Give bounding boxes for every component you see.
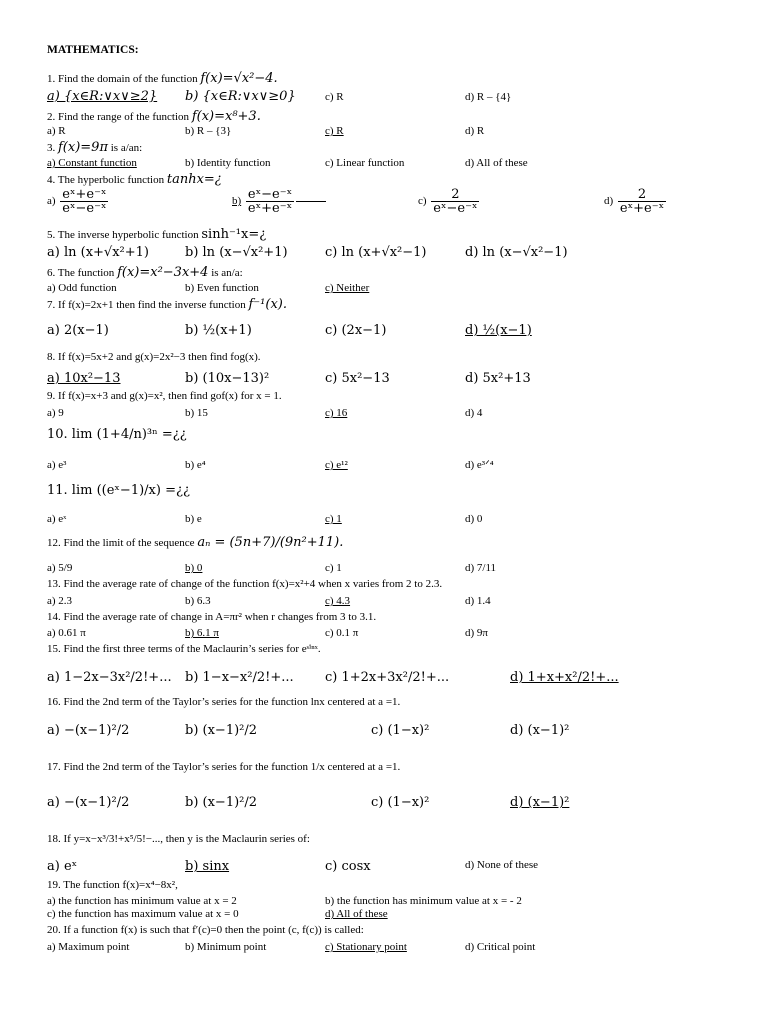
q6-option-b: b) Even function (185, 282, 259, 294)
q2-option-d: d) R (465, 125, 485, 137)
q18-option-d: d) None of these (465, 859, 539, 871)
q19-option-c: c) the function has maximum value at x = 0 (47, 908, 239, 920)
question-12 (47, 536, 343, 549)
q4-d-den: eˣ+e⁻ˣ (619, 201, 665, 216)
q4-d-fraction (618, 188, 666, 215)
question-16: 16. Find the 2nd term of the Taylor’s series for the function lnx centered at a =1. (47, 696, 401, 708)
question-1-text: 1. Find the domain of the function (47, 73, 198, 85)
q8-option-c: c) 5x²−13 (325, 371, 390, 386)
q4-c-den: eˣ−e⁻ˣ (433, 201, 478, 216)
question-18: 18. If y=x−x³/3!+x⁵/5!−..., then y is the Maclaurin series of: (47, 833, 310, 845)
q10-option-c: c) e¹² (325, 459, 348, 471)
q15-option-c: c) 1+2x+3x²/2!+... (325, 670, 450, 685)
question-7-math: f⁻¹(x). (248, 297, 287, 312)
q20-option-c: c) Stationary point (325, 941, 407, 953)
question-5-text: 5. The inverse hyperbolic function (47, 229, 199, 241)
q4-option-c: c) $\frac{2}{\text{eˣ−e⁻ˣ}}$ (418, 187, 478, 216)
q12-option-a: a) 5/9 (47, 562, 73, 574)
q4-a-num: eˣ+e⁻ˣ (62, 187, 107, 202)
q1-option-b: b) {x∈R:∨x∨≥0} (185, 89, 296, 104)
q12-option-c: c) 1 (325, 562, 342, 574)
page-title: MATHEMATICS: (47, 44, 139, 56)
question-5-math: sinh⁻¹x=¿ (201, 227, 267, 242)
question-4-math-text: tanhx=¿ (166, 172, 222, 187)
q9-option-c: c) 16 (325, 407, 348, 419)
q4-a-den: eˣ−e⁻ˣ (62, 201, 107, 216)
q7-option-c: c) (2x−1) (325, 323, 387, 338)
q13-option-d: d) 1.4 (465, 595, 491, 607)
q14-option-b: b) 6.1 π (185, 627, 219, 639)
question-19: 19. The function f(x)=x⁴−8x², (47, 879, 178, 891)
q6-option-a: a) Odd function (47, 282, 117, 294)
question-12-math: aₙ = (5n+7)/(9n²+11). (197, 535, 344, 550)
q5-option-a: a) ln (x+√x²+1) (47, 245, 149, 260)
q2-option-c: c) R (325, 125, 344, 137)
question-9: 9. If f(x)=x+3 and g(x)=x², then find gof(x) for x = 1. (47, 390, 282, 402)
q11-option-c: c) 1 (325, 513, 342, 525)
q16-option-a: a) −(x−1)²/2 (47, 723, 130, 738)
q15-option-a: a) 1−2x−3x²/2!+... (47, 670, 172, 685)
question-13: 13. Find the average rate of change of the function f(x)=x²+4 when x varies from 2 to 2.3. (47, 578, 443, 590)
q18-option-c: c) cosx (325, 859, 371, 874)
q15-option-d: d) 1+x+x²/2!+... (510, 670, 619, 685)
question-6-tail: is an/a: (211, 267, 243, 279)
q2-option-a: a) R (47, 125, 66, 137)
q20-option-d: d) Critical point (465, 941, 536, 953)
question-2-text: 2. Find the range of the function (47, 111, 190, 123)
question-1 (47, 72, 278, 85)
q20-option-a: a) Maximum point (47, 941, 130, 953)
q7-option-b: b) ½(x+1) (185, 323, 252, 338)
q16-option-d: d) (x−1)² (510, 723, 570, 738)
q13-option-b: b) 6.3 (185, 595, 211, 607)
q5-option-d: d) ln (x−√x²−1) (465, 245, 568, 260)
q7-option-d: d) ½(x−1) (465, 323, 532, 338)
q8-option-d: d) 5x²+13 (465, 371, 531, 386)
question-2 (47, 110, 261, 123)
question-3-text: 3. (47, 142, 56, 154)
q1-option-c: c) R (325, 91, 344, 103)
question-15: 15. Find the first three terms of the Maclaurin’s series for eˢⁱⁿˣ. (47, 643, 321, 655)
q3-option-c: c) Linear function (325, 157, 405, 169)
q5-option-c: c) ln (x+√x²−1) (325, 245, 427, 260)
q14-option-a: a) 0.61 π (47, 627, 86, 639)
q3-option-d: d) All of these (465, 157, 528, 169)
question-4-math (167, 172, 222, 187)
q9-option-d: d) 4 (465, 407, 483, 419)
q16-option-c: c) (1−x)² (371, 723, 430, 738)
q4-option-b: b) $\frac{\text{eˣ−e⁻ˣ}}{\text{eˣ+e⁻ˣ}}$ (232, 188, 326, 215)
q11-option-d: d) 0 (465, 513, 483, 525)
q12-option-d: d) 7/11 (465, 562, 497, 574)
question-5 (47, 228, 266, 241)
question-4-text: 4. The hyperbolic function (47, 174, 165, 186)
q2-option-b: b) R – {3} (185, 125, 232, 137)
question-17: 17. Find the 2nd term of the Taylor’s series for the function 1/x centered at a =1. (47, 761, 401, 773)
question-7 (47, 298, 287, 311)
q11-option-b: b) e (185, 513, 202, 525)
q20-option-b: b) Minimum point (185, 941, 267, 953)
question-4 (47, 173, 222, 186)
q17-option-d: d) (x−1)² (510, 795, 570, 810)
question-6-math: f(x)=x²−3x+4 (117, 265, 209, 280)
q15-option-b: b) 1−x−x²/2!+... (185, 670, 294, 685)
q13-option-a: a) 2.3 (47, 595, 73, 607)
q10-option-b: b) e⁴ (185, 459, 206, 471)
q3-option-a: a) Constant function (47, 157, 137, 169)
q16-option-b: b) (x−1)²/2 (185, 723, 258, 738)
q17-option-a: a) −(x−1)²/2 (47, 795, 130, 810)
q4-c-num: 2 (431, 188, 479, 202)
q4-b-fraction (246, 188, 294, 215)
q5-option-b: b) ln (x−√x²+1) (185, 245, 288, 260)
question-8: 8. If f(x)=5x+2 and g(x)=2x²−3 then find fog(x). (47, 351, 261, 363)
q8-option-a: a) 10x²−13 (47, 371, 121, 386)
q6-option-c: c) Neither (325, 282, 370, 294)
question-6-text: 6. The function (47, 267, 115, 279)
q19-option-b: b) the function has minimum value at x = - 2 (325, 895, 522, 907)
q9-option-b: b) 15 (185, 407, 208, 419)
q18-option-a: a) eˣ (47, 859, 78, 874)
q14-option-d: d) 9π (465, 627, 488, 639)
q13-option-c: c) 4.3 (325, 595, 351, 607)
q8-option-b: b) (10x−13)² (185, 371, 270, 386)
q4-b-den: eˣ+e⁻ˣ (247, 201, 293, 216)
question-3-math: f(x)=9π (58, 140, 108, 155)
q18-option-b: b) sinx (185, 859, 230, 874)
q4-option-a: a) $\frac{\text{eˣ+e⁻ˣ}}{\text{eˣ−e⁻ˣ}}$ (47, 187, 107, 216)
question-11: 11. lim ((eˣ−1)/x) =¿¿ (47, 483, 190, 498)
q10-option-a: a) e³ (47, 459, 67, 471)
q17-option-b: b) (x−1)²/2 (185, 795, 258, 810)
q17-option-c: c) (1−x)² (371, 795, 430, 810)
q1-option-a: a) {x∈R:∨x∨≥2} (47, 89, 158, 104)
question-14: 14. Find the average rate of change in A=πr² when r changes from 3 to 3.1. (47, 611, 377, 623)
q4-a-fraction (60, 188, 108, 215)
question-6 (47, 266, 243, 279)
q1-option-d: d) R – {4} (465, 91, 512, 103)
q19-option-a: a) the function has minimum value at x = 2 (47, 895, 237, 907)
question-10: 10. lim (1+4/n)³ⁿ =¿¿ (47, 427, 187, 442)
q9-option-a: a) 9 (47, 407, 64, 419)
q4-b-num: eˣ−e⁻ˣ (247, 187, 293, 202)
question-7-text: 7. If f(x)=2x+1 then find the inverse function (47, 299, 246, 311)
q14-option-c: c) 0.1 π (325, 627, 359, 639)
question-20: 20. If a function f(x) is such that f′(c)=0 then the point (c, f(c)) is called: (47, 924, 364, 936)
q19-option-d: d) All of these (325, 908, 388, 920)
question-12-text: 12. Find the limit of the sequence (47, 537, 195, 549)
q10-option-d: d) e³ᐟ⁴ (465, 459, 494, 471)
q4-c-fraction (431, 188, 479, 215)
q12-option-b: b) 0 (185, 562, 203, 574)
q4-option-d: d) $\frac{2}{\text{eˣ+e⁻ˣ}}$ (604, 187, 665, 216)
q7-option-a: a) 2(x−1) (47, 323, 109, 338)
question-3 (47, 141, 142, 154)
q3-option-b: b) Identity function (185, 157, 271, 169)
question-2-math: f(x)=x⁸+3. (191, 109, 261, 124)
question-1-math: f(x)=√x²−4. (200, 71, 278, 86)
q11-option-a: a) eˣ (47, 513, 67, 525)
question-3-tail: is a/an: (110, 142, 143, 154)
q4-d-num: 2 (618, 188, 666, 202)
